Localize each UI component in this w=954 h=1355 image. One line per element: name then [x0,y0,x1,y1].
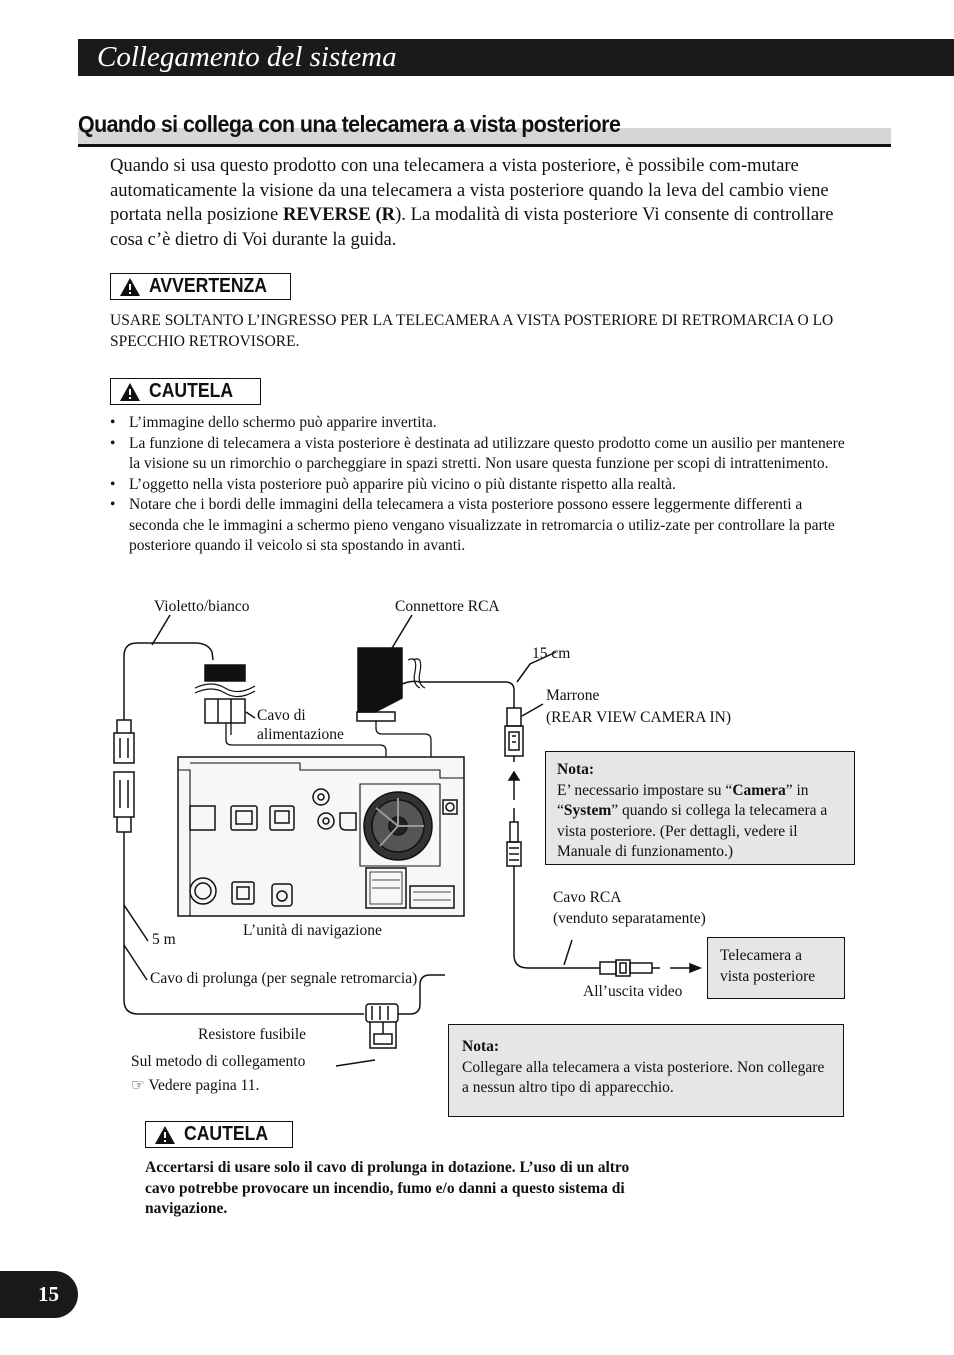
label-5m: 5 m [152,931,176,948]
label-connection-method: Sul metodo di collegamento [131,1053,306,1070]
rca-connector [357,648,514,721]
note-title: Nota: [557,761,595,778]
leader-line [124,945,147,980]
note-title: Nota: [462,1038,500,1055]
caution-label-box [145,1121,293,1148]
page-number: 15 [38,1282,59,1306]
arrow-icon [690,964,700,972]
leader-line [392,615,412,648]
camera-label-2: vista posteriore [720,967,816,985]
list-item: • La funzione di telecamera a vista posteriore è destinata ad utilizzare questo prodotto come un ausilio per mantenere la visione su un rimorchio o parcheggiare in spazi stretti. Non usare questa funzione per scopi di intrattenimento. [110,434,855,475]
note-text: Collegare alla telecamera a vista posteriore. Non collegare a nessun altro tipo di apparecchio. [462,1058,825,1096]
arrow-icon [509,772,519,780]
leader-line [336,1060,375,1066]
camera-label-1: Telecamera a [720,947,802,964]
label-brown: Marrone [546,687,600,704]
label-violet-white: Violetto/bianco [154,598,250,615]
list-item: • L’oggetto nella vista posteriore può apparire più vicino o più distante rispetto alla realtà. [110,475,855,496]
rca-cable-plug [507,808,521,866]
note-camera-keyword: Camera [732,781,786,799]
inline-connector [114,720,134,832]
label-fuse-resistor: Resistore fusibile [198,1026,307,1043]
caution-text: Accertarsi di usare solo il cavo di prolunga in dotazione. L’uso di un altro cavo potrebbe provocare un incendio, fumo e/o danni a questo sistema di navigazione. [145,1159,630,1217]
intro-reverse: REVERSE [282,204,371,225]
navigation-unit [178,757,464,916]
note-system-keyword: System [563,802,612,819]
leader-line [522,704,543,716]
see-page-text: Vedere pagina 11. [148,1077,260,1094]
warning-icon [154,1125,176,1145]
intro-text-2: ). La modalità di vista posteriore Vi consente di controllare cosa c’è dietro di Voi durante la guida. [110,204,834,250]
caution-label: CAUTELA [184,1123,269,1145]
note-text-part: ” in “ [557,781,809,819]
note-camera-setting [545,751,855,865]
warning-text: USARE SOLTANTO L’INGRESSO PER LA TELECAMERA A VISTA POSTERIORE DI RETROMARCIA O LO SPECCHIO RETROVISORE. [110,312,834,350]
note-connection [448,1024,844,1117]
label-rear-view-in: (REAR VIEW CAMERA IN) [546,709,731,726]
intro-r: R [381,204,396,225]
violet-white-wire [124,643,213,720]
note-text-part: E’ necessario impostare su “ [557,781,733,799]
video-plug [600,960,660,976]
pointing-hand-icon: ☞ [131,1077,145,1094]
see-page-reference [131,1076,259,1097]
fuse-resistor [366,1004,398,1048]
power-connector [195,665,255,723]
rca-plug [505,708,523,762]
leader-line [246,712,255,718]
label-rca-cable: Cavo RCA [553,889,622,906]
note-text [557,781,846,863]
label-power-cable-1: Cavo di [257,707,306,724]
list-item: • L’immagine dello schermo può apparire invertita. [110,413,855,434]
caution-label: CAUTELA [149,380,234,402]
intro-text-1: Quando si usa questo prodotto con una telecamera a vista posteriore, è possibile com-mutare automaticamente la visione da una telecamera a vista posteriore quando la leva del cambio viene portata nella posizione [110,155,829,225]
leader-line [124,905,148,941]
section-title: Quando si collega con una telecamera a vista posteriore [78,111,621,137]
chapter-title: Collegamento del sistema [97,41,397,73]
label-extension-cable: Cavo di prolunga (per segnale retromarcia) [150,970,418,987]
label-sold-separately: (venduto separatamente) [553,910,706,927]
rear-camera-box [707,937,845,999]
leader-line [564,940,572,965]
warning-label: AVVERTENZA [149,275,268,297]
note-text-part: ” quando si collega la telecamera a vista posteriore. (Per dettagli, vedere il Manuale di funzionamento.) [557,802,828,860]
label-rca-connector: Connettore RCA [395,598,500,615]
leader-line [152,615,170,645]
label-nav-unit: L’unità di navigazione [243,922,382,939]
label-15cm: 15 cm [532,645,571,662]
label-video-out: All’uscita video [583,983,683,1000]
label-power-cable-2: alimentazione [257,726,344,743]
list-item: • Notare che i bordi delle immagini della telecamera a vista posteriore possono essere leggermente differenti a seconda che le immagini a schermo pieno vengano visualizzate in retromarcia o utiliz-zate per controllare la parte posteriore quando il veicolo si sta spostando in avanti. [110,495,855,557]
intro-paren: ( [370,204,382,225]
